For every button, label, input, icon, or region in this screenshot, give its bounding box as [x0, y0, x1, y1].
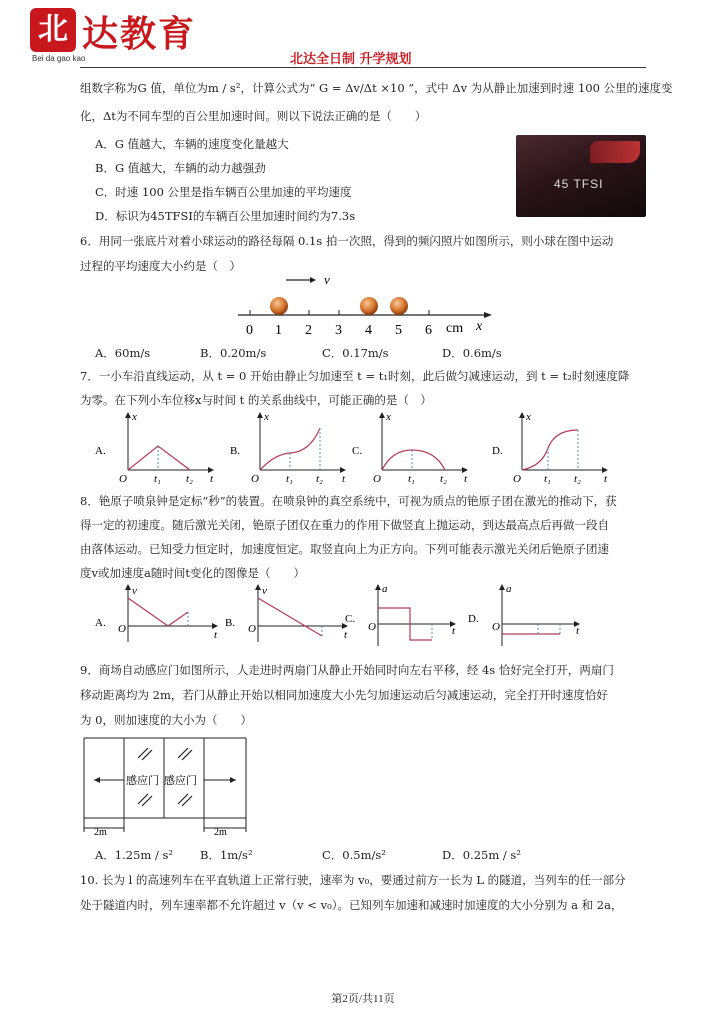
- q7-b-origin: O: [251, 473, 259, 485]
- q8-b-origin: O: [248, 623, 256, 635]
- q7-a-t2: t₂: [186, 473, 193, 485]
- q7-d-t2: t₂: [574, 473, 581, 485]
- q8-a-vaxis: v: [132, 585, 137, 597]
- q5-line1: 组数字称为G 值，单位为m / s²，计算公式为“ G = Δv/Δt ×10 ”，式中 Δv 为从静止加速到时速 100 公里的速度变: [80, 81, 673, 95]
- q6-option-b: B．0.20m/s: [200, 346, 267, 360]
- q8-graph-c-label: C.: [345, 613, 356, 625]
- q6-option-c: C．0.17m/s: [322, 346, 389, 360]
- q7-b-curve: [260, 428, 320, 470]
- tick-4: 4: [365, 323, 372, 338]
- car-tail-light: [590, 141, 640, 163]
- right-arrow-icon: [230, 777, 236, 783]
- q8-b-taxis: t: [344, 629, 348, 641]
- q8-b-line: [258, 598, 322, 636]
- q8-a-taxis: t: [214, 629, 218, 641]
- q7-b-t1: t₁: [286, 473, 293, 485]
- right-distance-label: 2m: [214, 827, 227, 838]
- sliding-door-diagram: [80, 732, 250, 840]
- q8-a-origin: O: [118, 623, 126, 635]
- door-right-label: 感应门: [164, 775, 197, 787]
- logo-mark: [30, 8, 76, 52]
- q5-option-c: C．时速 100 公里是指车辆百公里加速的平均速度: [95, 185, 352, 199]
- car-photo: [516, 135, 646, 217]
- left-arrow-icon: [94, 777, 100, 783]
- tick-3: 3: [335, 323, 342, 338]
- q7-a-t1: t₁: [154, 473, 161, 485]
- velocity-arrowhead: [310, 277, 316, 283]
- ball-1: [270, 297, 288, 315]
- q7-graph-b-label: B.: [230, 445, 241, 457]
- q8-graph-d-label: D.: [468, 613, 479, 625]
- q7-d-origin: O: [513, 473, 521, 485]
- q8-d-taxis: t: [576, 625, 580, 637]
- q7-c-t2: t₂: [440, 473, 447, 485]
- q10-line1: 10. 长为 l 的高速列车在平直轨道上正常行驶，速率为 v₀，要通过前方一长为 L 的隧道，当列车的任一部分: [80, 873, 626, 887]
- q8-c-origin: O: [368, 621, 376, 633]
- q7-d-curve: [522, 430, 578, 470]
- q7-b-t2: t₂: [316, 473, 323, 485]
- axis-x-label: x: [476, 319, 483, 334]
- q8-line1: 8．铯原子喷泉钟是定标“秒”的装置。在喷泉钟的真空系统中，可视为质点的铯原子团在激光的推动下，获: [80, 494, 617, 508]
- q9-line1: 9．商场自动感应门如图所示，人走进时两扇门从静止开始同时向左右平移，经 4s 恰好完全打开，两扇门: [80, 663, 614, 677]
- q8-d-origin: O: [492, 621, 500, 633]
- car-badge: 45 TFSI: [554, 177, 604, 191]
- q8-c-taxis: t: [452, 625, 456, 637]
- q7-line1: 7．一小车沿直线运动，从 t = 0 开始由静止匀加速至 t = t₁时刻，此后做匀减速运动，到 t = t₂时刻速度降: [80, 369, 630, 383]
- q6-line1: 6．用同一张底片对着小球运动的路径每隔 0.1s 拍一次照，得到的频闪照片如图所示，则小球在图中运动: [80, 234, 614, 248]
- q9-option-d: D．0.25m / s²: [442, 848, 521, 862]
- q8-line2: 得一定的初速度。随后激光关闭，铯原子团仅在重力的作用下做竖直上抛运动，到达最高点后再做一段自: [80, 518, 609, 532]
- q8-line4: 度v或加速度a随时间t变化的图像是（ ）: [80, 566, 305, 580]
- q8-line3: 由落体运动。已知受力恒定时，加速度恒定。取竖直向上为正方向。下列可能表示激光关闭后铯原子团速: [80, 542, 609, 556]
- tick-6: 6: [425, 323, 432, 338]
- q7-line2: 为零。在下列小车位移x与时间 t 的关系曲线中，可能正确的是（ ）: [80, 393, 432, 407]
- q6-line2: 过程的平均速度大小约是（ ）: [80, 259, 241, 273]
- tick-0: 0: [246, 323, 253, 338]
- q7-d-yaxis: x: [526, 411, 531, 423]
- q7-a-xaxis: t: [210, 473, 214, 485]
- tick-2: 2: [305, 323, 312, 338]
- q8-graph-a-label: A.: [95, 617, 106, 629]
- q7-b-xaxis: t: [342, 473, 346, 485]
- ruler-arrowhead: [484, 312, 492, 318]
- q6-option-d: D．0.6m/s: [442, 346, 502, 360]
- q7-a-yaxis: x: [132, 411, 137, 423]
- ball-3: [390, 297, 408, 315]
- logo-char: 北: [38, 12, 68, 47]
- velocity-label: v: [324, 272, 330, 287]
- q7-c-curve: [382, 450, 445, 470]
- q9-option-c: C．0.5m/s²: [322, 848, 386, 862]
- q8-graph-b-label: B.: [225, 617, 236, 629]
- q5-option-d: D．标识为45TFSI的车辆百公里加速时间约为7.3s: [95, 209, 356, 223]
- ball-2: [360, 297, 378, 315]
- q7-c-xaxis: t: [464, 473, 468, 485]
- q10-line2: 处于隧道内时，列车速率都不允许超过 v（v < v₀）。已知列车加速和减速时加速度的大小分别为 a 和 2a，: [80, 898, 623, 912]
- q5-option-b: B．G 值越大，车辆的动力越强劲: [95, 161, 266, 175]
- page-number: 第2页/共11页: [331, 993, 395, 1005]
- q9-option-b: B．1m/s²: [200, 848, 253, 862]
- q8-graphs: [90, 582, 630, 650]
- q5-line2: 化，Δt为不同车型的百公里加速时间。则以下说法正确的是（ ）: [80, 109, 427, 123]
- q7-c-yaxis: x: [386, 411, 391, 423]
- q7-b-yaxis: x: [264, 411, 269, 423]
- q8-d-aaxis: a: [506, 583, 512, 595]
- q7-a-curve: [128, 446, 190, 470]
- unit-label: cm: [446, 321, 464, 336]
- q8-a-line: [128, 598, 188, 626]
- tick-5: 5: [395, 323, 402, 338]
- q7-graphs: [90, 408, 650, 488]
- q7-graph-a-label: A.: [95, 445, 106, 457]
- left-distance-label: 2m: [94, 827, 107, 838]
- header-rule: [80, 67, 646, 68]
- q7-d-xaxis: t: [604, 473, 608, 485]
- q8-b-vaxis: v: [262, 585, 267, 597]
- q7-d-t1: t₁: [544, 473, 551, 485]
- q7-c-t1: t₁: [408, 473, 415, 485]
- q9-line2: 移动距离均为 2m，若门从静止开始以相同加速度大小先匀加速运动后匀减速运动，完全打开时速度恰好: [80, 688, 608, 702]
- q7-a-origin: O: [119, 473, 127, 485]
- q5-option-a: A．G 值越大，车辆的速度变化量越大: [95, 137, 289, 151]
- q7-c-origin: O: [373, 473, 381, 485]
- q7-graph-d-label: D.: [492, 445, 503, 457]
- logo-name: 达教育: [82, 13, 197, 55]
- logo-pinyin: Bei da gao kao: [32, 54, 86, 63]
- tick-1: 1: [275, 323, 282, 338]
- header-slogan: 北达全日制 升学规划: [290, 52, 412, 67]
- q6-option-a: A．60m/s: [95, 346, 151, 360]
- q8-c-aaxis: a: [382, 583, 388, 595]
- q7-graph-c-label: C.: [352, 445, 363, 457]
- q9-option-a: A．1.25m / s²: [95, 848, 174, 862]
- q9-line3: 为 0，则加速度的大小为（ ）: [80, 713, 252, 727]
- door-left-label: 感应门: [126, 775, 159, 787]
- strobe-photo-diagram: [230, 270, 500, 340]
